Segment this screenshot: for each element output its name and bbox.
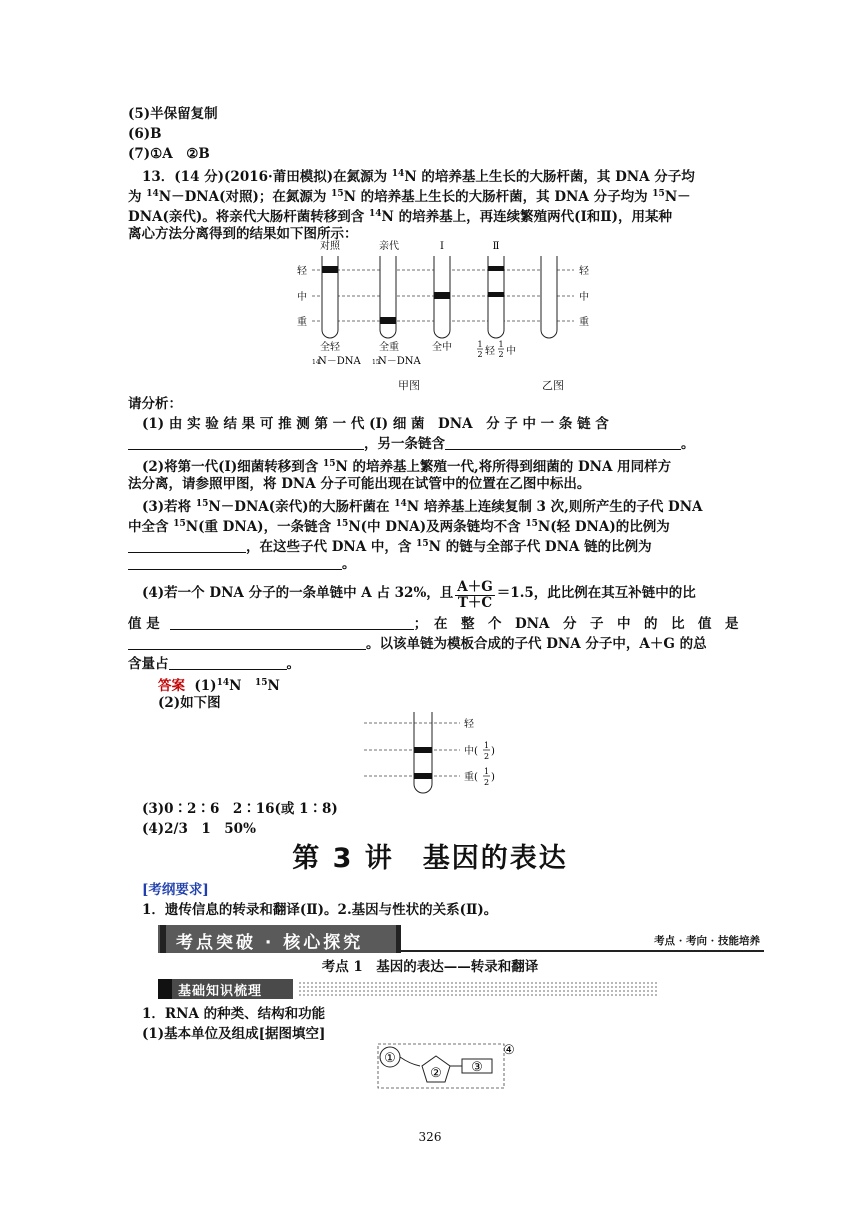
part-1-line-2: ，另一条链含 。 xyxy=(128,434,738,454)
svg-text:重(: 重( xyxy=(464,772,478,783)
svg-text:1: 1 xyxy=(484,741,490,750)
question-13-line-4: 离心方法分离得到的结果如下图所示： xyxy=(128,226,358,242)
svg-text:1: 1 xyxy=(484,767,490,776)
level-label-mid: 中 xyxy=(297,292,307,303)
band-parent-heavy xyxy=(380,317,396,324)
level-label-mid-right: 中 xyxy=(579,292,589,303)
requirements-label: [考纲要求] xyxy=(142,882,209,898)
svg-text:中(: 中( xyxy=(464,746,478,757)
level-label-heavy: 重 xyxy=(297,317,307,328)
part-3-line-2: 中全含 $^{15}$N(重 DNA)，一条链含 $^{15}$N(中 DNA)及两条链均不含 $^{15}$N(轻 DNA)的比例为 xyxy=(128,519,670,535)
svg-text:全轻: 全轻 xyxy=(320,342,340,353)
svg-text:): ) xyxy=(491,772,495,783)
tube-empty xyxy=(541,256,557,338)
svg-text:全中: 全中 xyxy=(432,342,452,353)
figure-caption-b: 乙图 xyxy=(542,379,564,392)
nucleotide-figure xyxy=(370,1040,520,1092)
rna-subheading: (1)基本单位及组成[据图填空] xyxy=(142,1026,326,1042)
svg-text:N－DNA: N－DNA xyxy=(378,356,421,367)
banner-title: 考点突破 · 核心探究 xyxy=(176,933,364,953)
part-4-line-1: (4)若一个 DNA 分子的一条单链中 A 占 32%，且 $\frac{A+G}{T+C}$ ＝1.5，此比例在其互补链中的比 xyxy=(142,579,696,611)
part-3-line-1: (3)若将 $^{15}$N－DNA(亲代)的大肠杆菌在 $^{14}$N 培养基上连续复制 3 次,则所产生的子代 DNA xyxy=(142,499,703,515)
level-label-heavy-right: 重 xyxy=(579,317,589,328)
svg-text:中: 中 xyxy=(506,346,516,357)
level-label-light: 轻 xyxy=(297,266,307,277)
svg-text:N－DNA: N－DNA xyxy=(318,356,361,367)
part-4-line-4: 含量占 。 xyxy=(128,656,300,672)
part-2-line-1: (2)将第一代(Ⅰ)细菌转移到含 $^{15}$N 的培养基上繁殖一代,将所得到细菌的 DNA 用同样方 xyxy=(142,459,672,475)
svg-text:轻: 轻 xyxy=(464,719,474,730)
level-label-light-right: 轻 xyxy=(579,266,589,277)
part-2-line-2: 法分离，请参照甲图，将 DNA 分子可能出现在试管中的位置在乙图中标出。 xyxy=(128,476,591,492)
section-banner xyxy=(158,925,764,953)
answer-line-3: (3)0∶2∶6 2∶16(或 1∶8) xyxy=(142,801,338,817)
figure-caption-a: 甲图 xyxy=(398,379,420,392)
question-13-line-3: DNA(亲代)。将亲代大肠杆菌转移到含 $^{14}$N 的培养基上，再连续繁殖两代(Ⅰ和Ⅱ)，用某种 xyxy=(128,209,673,225)
svg-text:2: 2 xyxy=(484,778,490,787)
svg-text:1: 1 xyxy=(498,340,504,349)
part-4-line-2: 值 是 ； 在 整 个 DNA 分 子 中 的 比 值 是 xyxy=(128,616,739,632)
part-4-line-3: 。以该单链为模板合成的子代 DNA 分子中，A＋G 的总 xyxy=(128,634,738,654)
answer-band-mid xyxy=(414,747,432,753)
band-gen2-mid xyxy=(488,292,504,297)
banner-subtitle: 考点 · 考向 · 技能培养 xyxy=(654,935,760,947)
question-13-line-1: 13．(14 分)(2016·莆田模拟)在氮源为 $^{14}$N 的培养基上生长的大肠杆菌，其 DNA 分子均 xyxy=(142,169,695,185)
svg-text:①: ① xyxy=(384,1051,396,1066)
band-gen2-light xyxy=(488,266,504,271)
svg-text:全重: 全重 xyxy=(379,342,399,353)
answer-line-7: (7)①A ②B xyxy=(128,146,210,162)
tube-label-gen1: Ⅰ xyxy=(440,241,444,252)
centrifuge-tubes-figure xyxy=(292,238,602,368)
svg-text:15: 15 xyxy=(372,359,380,366)
part-3-line-3: ，在这些子代 DNA 中，含 $^{15}$N 的链与全部子代 DNA 链的比例为 xyxy=(128,534,738,557)
answer-line-1: 答案 $(1)^{14}N$ $^{15}$N xyxy=(158,678,280,694)
part-3-line-4: 。 xyxy=(128,554,738,574)
band-control-light xyxy=(322,266,338,273)
answer-line-2: (2)如下图 xyxy=(158,695,221,711)
band-gen1-mid xyxy=(434,292,450,299)
svg-text:轻: 轻 xyxy=(485,346,495,357)
answer-line-5: (5)半保留复制 xyxy=(128,106,218,122)
svg-text:③: ③ xyxy=(471,1060,483,1075)
arrow-icon xyxy=(158,979,172,999)
tube-label-gen2: Ⅱ xyxy=(492,241,500,252)
answer-tube-figure xyxy=(360,710,520,802)
page-number: 326 xyxy=(418,1130,442,1144)
sub-banner: 基础知识梳理 xyxy=(158,979,758,999)
svg-text:2: 2 xyxy=(484,752,490,761)
question-13-line-2: 为 $^{14}$N－DNA(对照)；在氮源为 $^{15}$N 的培养基上生长的大肠杆菌，其 DNA 分子均为 $^{15}$N－ xyxy=(128,189,691,205)
svg-text:): ) xyxy=(491,746,495,757)
svg-text:2: 2 xyxy=(477,350,483,359)
analyze-label: 请分析： xyxy=(128,396,182,412)
svg-text:④: ④ xyxy=(503,1043,515,1058)
section-title: 第 3 讲 基因的表达 xyxy=(292,843,568,874)
svg-text:1: 1 xyxy=(477,340,483,349)
svg-text:14: 14 xyxy=(312,359,320,366)
requirements-text: 1．遗传信息的转录和翻译(Ⅱ)。2.基因与性状的关系(Ⅱ)。 xyxy=(142,902,498,918)
tube-label-parent: 亲代 xyxy=(379,241,399,252)
part-1-line-1: (1) 由 实 验 结 果 可 推 测 第 一 代 (Ⅰ) 细 菌 DNA 分 子 中 一 条 链 含 xyxy=(142,416,609,432)
tube-parent xyxy=(380,256,396,338)
answer-band-heavy xyxy=(414,773,432,779)
rna-heading: 1．RNA 的种类、结构和功能 xyxy=(142,1006,326,1022)
svg-text:②: ② xyxy=(430,1066,442,1081)
tube-label-control: 对照 xyxy=(320,241,340,252)
answer-line-4: (4)2/3 1 50% xyxy=(142,821,256,837)
topic-heading: 考点 1 基因的表达——转录和翻译 xyxy=(321,959,539,975)
svg-text:2: 2 xyxy=(498,350,504,359)
answer-line-6: (6)B xyxy=(128,126,162,142)
